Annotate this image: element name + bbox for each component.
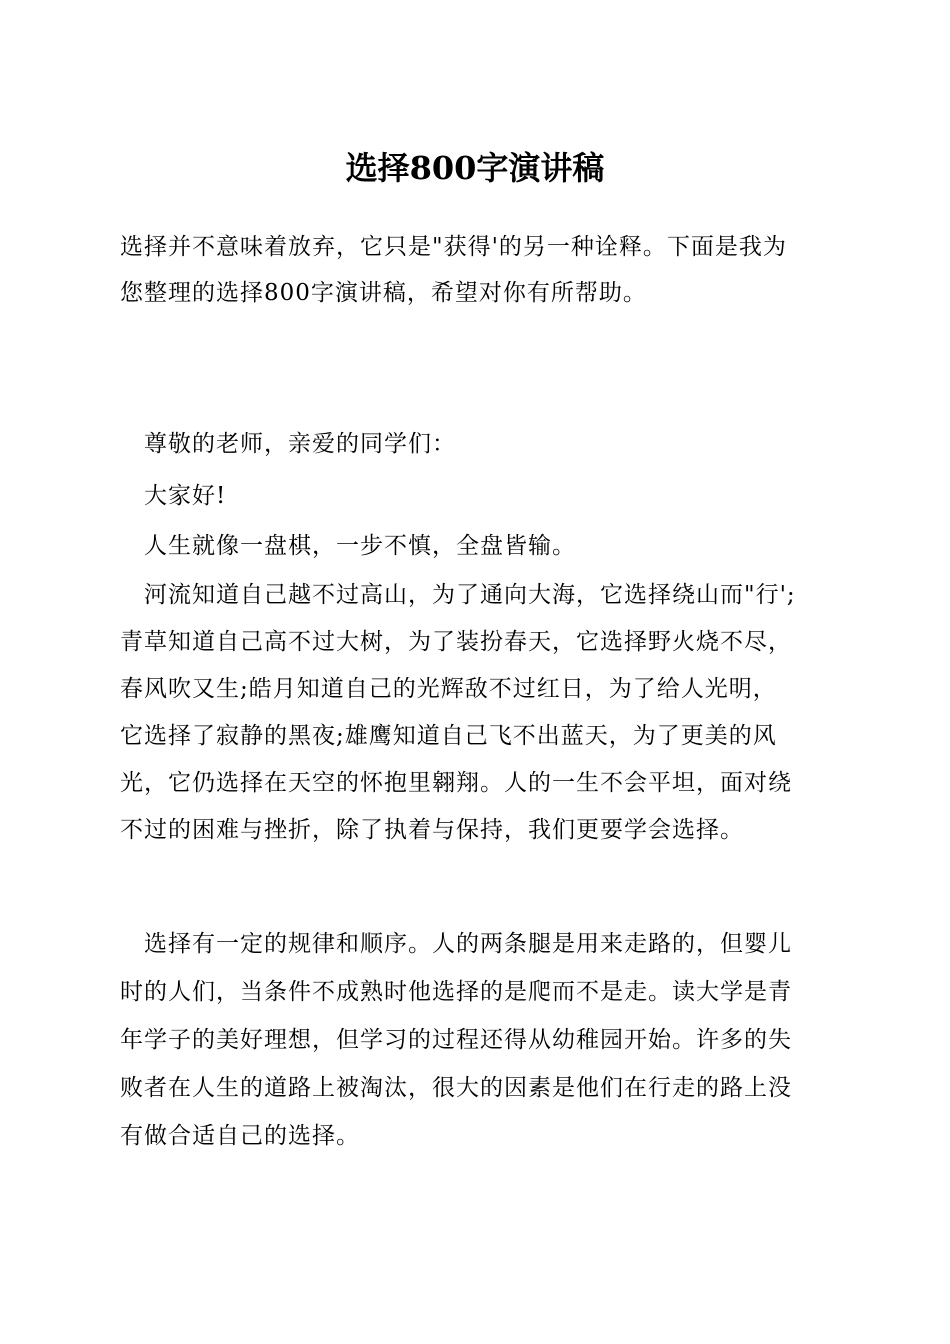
paragraph-1: 人生就像一盘棋，一步不慎，全盘皆输。: [144, 533, 576, 559]
intro-line: 您整理的选择800字演讲稿，希望对你有所帮助。: [120, 280, 647, 306]
paragraph-2-line: 春风吹又生;皓月知道自己的光辉敌不过红日，为了给人光明，: [120, 676, 777, 702]
paragraph-2: [120, 572, 840, 854]
speech-opening: [120, 418, 840, 571]
intro-line: 选择并不意味着放弃，它只是"获得'的另一种诠释。下面是我为: [120, 234, 787, 260]
paragraph-3-line: 败者在人生的道路上被淘汰，很大的因素是他们在行走的路上没: [120, 1075, 792, 1101]
paragraph-3-line: 时的人们，当条件不成熟时他选择的是爬而不是走。读大学是青: [120, 979, 792, 1005]
paragraph-3-line: 有做合适自己的选择。: [120, 1123, 360, 1149]
intro-paragraph: [120, 224, 840, 316]
paragraph-3: [120, 920, 840, 1160]
paragraph-2-line: 它选择了寂静的黑夜;雄鹰知道自己飞不出蓝天，为了更美的风: [120, 723, 777, 749]
paragraph-2-line: 青草知道自己高不过大树，为了装扮春天，它选择野火烧不尽，: [120, 629, 792, 655]
paragraph-2-line: 光，它仍选择在天空的怀抱里翱翔。人的一生不会平坦，面对绕: [120, 770, 792, 796]
paragraph-2-line: 河流知道自己越不过高山，为了通向大海，它选择绕山而"行';: [144, 582, 796, 608]
hello-line: 大家好!: [144, 483, 227, 509]
paragraph-2-line: 不过的困难与挫折，除了执着与保持，我们更要学会选择。: [120, 817, 744, 843]
page-title: 选择800字演讲稿: [345, 149, 605, 187]
paragraph-3-line: 选择有一定的规律和顺序。人的两条腿是用来走路的，但婴儿: [144, 931, 792, 957]
paragraph-3-line: 年学子的美好理想，但学习的过程还得从幼稚园开始。许多的失: [120, 1027, 792, 1053]
greeting-line: 尊敬的老师，亲爱的同学们：: [144, 431, 456, 457]
